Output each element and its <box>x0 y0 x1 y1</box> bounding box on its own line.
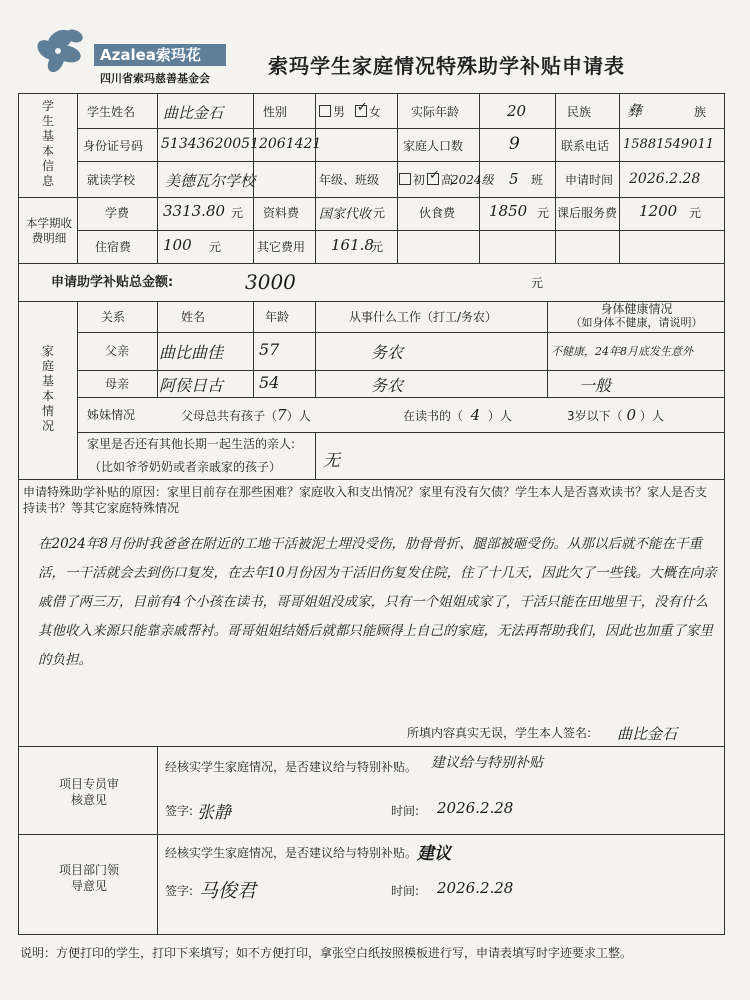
gender-options: 男 ✓ 女 <box>319 105 381 119</box>
age-value: 20 <box>507 102 527 120</box>
review1-signature: 张静 <box>197 803 231 823</box>
father-health: 不健康，24年8月底发生意外 <box>551 345 693 358</box>
form-table <box>18 93 725 935</box>
tuition-label: 学费 <box>105 206 130 220</box>
apply-time-value: 2026.2.28 <box>629 171 701 187</box>
other-label: 其它费用 <box>257 240 306 254</box>
material-label: 资料费 <box>263 206 300 220</box>
gender-female-checkbox[interactable]: ✓ <box>356 100 368 115</box>
review1-label: 项目专员审核意见 <box>59 777 120 807</box>
col-name: 姓名 <box>181 310 206 324</box>
siblings-total: 父母总共有孩子（7）人 <box>181 406 311 424</box>
review2-answer: 建议 <box>417 844 451 864</box>
after-school-unit: 元 <box>689 206 702 220</box>
age-label: 实际年龄 <box>411 105 460 119</box>
tuition-value: 3313.80 <box>163 202 226 220</box>
foundation-logo <box>30 18 226 85</box>
review1-time-value: 2026.2.28 <box>437 799 514 817</box>
after-school-value: 1200 <box>639 202 678 220</box>
gender-label: 性别 <box>263 105 288 119</box>
review1-answer: 建议给与特别补贴 <box>431 755 543 771</box>
col-relation: 关系 <box>101 310 126 324</box>
review2-question: 经核实学生家庭情况，是否建议给与特别补贴。 <box>165 846 418 860</box>
father-age: 57 <box>259 340 280 359</box>
total-value: 3000 <box>245 270 296 294</box>
col-health-sub: （如身体不健康，请说明） <box>570 316 703 329</box>
relatives-answer: 无 <box>323 451 340 471</box>
grade-chu-checkbox[interactable] <box>399 173 411 185</box>
id-label: 身份证号码 <box>83 139 144 153</box>
food-label: 伙食费 <box>419 206 456 220</box>
siblings-under3: 3岁以下（ 0 ）人 <box>567 406 664 424</box>
total-unit: 元 <box>531 276 544 290</box>
reason-question: 申请特殊助学补贴的原因：家里目前存在那些困难？家庭收入和支出情况？家里有没有欠债？学生本人是否喜欢读书？家人是否支持读书？等其它家庭特殊情况 <box>23 485 708 515</box>
mother-work: 务农 <box>371 376 404 395</box>
family-size-label: 家庭人口数 <box>403 139 464 153</box>
mother-age: 54 <box>259 373 280 392</box>
material-unit: 元 <box>373 206 386 220</box>
grade-label: 年级、班级 <box>319 173 380 187</box>
review2-label: 项目部门领导意见 <box>59 863 120 893</box>
food-unit: 元 <box>537 206 550 220</box>
other-value: 161.8 <box>331 236 374 254</box>
class-value: 5 <box>509 170 519 188</box>
name-label: 学生姓名 <box>87 105 136 119</box>
col-work: 从事什么工作（打工/务农） <box>349 310 498 324</box>
col-health: 身体健康情况 <box>600 302 673 316</box>
grade-gao-checkbox[interactable]: ✓ <box>429 168 440 183</box>
apply-time-label: 申请时间 <box>565 173 614 187</box>
footer-note: 说明：方便打印的学生，打印下来填写；如不方便打印，拿张空白纸按照模板进行写，申请表填写时字迹要求工整。 <box>20 946 633 960</box>
review1-time-label: 时间: <box>391 804 420 818</box>
dorm-value: 100 <box>163 236 192 254</box>
father-work: 务农 <box>371 343 404 362</box>
father-label: 父亲 <box>105 344 130 358</box>
review2-signature: 马俊君 <box>199 880 257 902</box>
food-value: 1850 <box>489 202 528 220</box>
tuition-unit: 元 <box>231 206 244 220</box>
school-label: 就读学校 <box>87 173 136 187</box>
review1-sign-label: 签字: <box>165 804 194 818</box>
siblings-label: 姊妹情况 <box>87 408 136 422</box>
review2-time-label: 时间: <box>391 884 420 898</box>
student-section-label: 学生基本信息 <box>41 99 54 188</box>
siblings-studying: 在读书的（ 4 ）人 <box>403 406 512 424</box>
phone-value: 15881549011 <box>623 137 714 152</box>
student-signature: 曲比金石 <box>617 725 678 743</box>
azalea-flower-icon <box>30 18 100 80</box>
phone-label: 联系电话 <box>561 139 610 153</box>
mother-health: 一般 <box>579 376 612 395</box>
mother-name: 阿侯日古 <box>159 376 224 395</box>
form-title: 索玛学生家庭情况特殊助学补贴申请表 <box>268 54 625 78</box>
family-size-value: 9 <box>509 134 520 154</box>
declare-label: 所填内容真实无误，学生本人签名: <box>407 726 592 740</box>
col-age: 年龄 <box>265 310 290 324</box>
reason-handwritten-text: 在2024年8月份时我爸爸在附近的工地干活被泥土埋没受伤，肋骨骨折、腿部被砸受伤。从那以后就不能在干重活，一干活就会去到伤口复发，在去年10月份因为干活旧伤复发住院，住了十几天，因此欠了一些钱。大概在向亲戚借了两三万，目前有4个小孩在读书，哥哥姐姐没成家，只有一个姐姐成家了，干活只能在田地里干，没有什么其他收入来源只能靠亲戚帮衬。哥哥姐姐结婚后就都只能顾得上自己的家庭，无法再帮助我们，因此也加重了家里的负担。 <box>38 536 717 668</box>
total-label: 申请助学补贴总金额: <box>51 275 174 290</box>
relatives-question: 家里是否还有其他长期一起生活的亲人: <box>87 437 296 451</box>
ethnic-label: 民族 <box>567 105 592 119</box>
material-value: 国家代收 <box>319 207 372 222</box>
review1-question: 经核实学生家庭情况，是否建议给与特别补贴。 <box>165 760 418 774</box>
after-school-label: 课后服务费 <box>557 206 618 220</box>
review2-sign-label: 签字: <box>165 884 194 898</box>
family-section-label: 家庭基本情况 <box>41 344 54 433</box>
class-suffix: 班 <box>531 173 544 187</box>
foundation-name: 四川省索玛慈善基金会 <box>100 72 210 85</box>
dorm-unit: 元 <box>209 240 222 254</box>
fees-section-label: 本学期收费明细 <box>26 216 72 245</box>
id-value: 513436200512061421 <box>161 136 322 152</box>
gender-male-checkbox[interactable] <box>319 105 331 117</box>
review2-time-value: 2026.2.28 <box>437 879 514 897</box>
logo-text: Azalea索玛花 <box>94 44 226 66</box>
mother-label: 母亲 <box>105 377 130 391</box>
grade-options: 初 ✓ 高 <box>399 173 453 187</box>
ethnic-suffix: 族 <box>694 105 707 119</box>
dorm-label: 住宿费 <box>95 240 132 254</box>
student-name: 曲比金石 <box>163 104 224 122</box>
gender-female-text: 女 <box>368 105 381 119</box>
father-name: 曲比曲佳 <box>159 343 224 362</box>
other-unit: 元 <box>371 240 384 254</box>
grade-year: 2024级 <box>451 173 494 187</box>
school-value: 美德瓦尔学校 <box>165 172 256 190</box>
ethnic-value: 彝 <box>627 102 643 120</box>
relatives-question-note: （比如爷爷奶奶或者亲戚家的孩子） <box>89 460 282 474</box>
